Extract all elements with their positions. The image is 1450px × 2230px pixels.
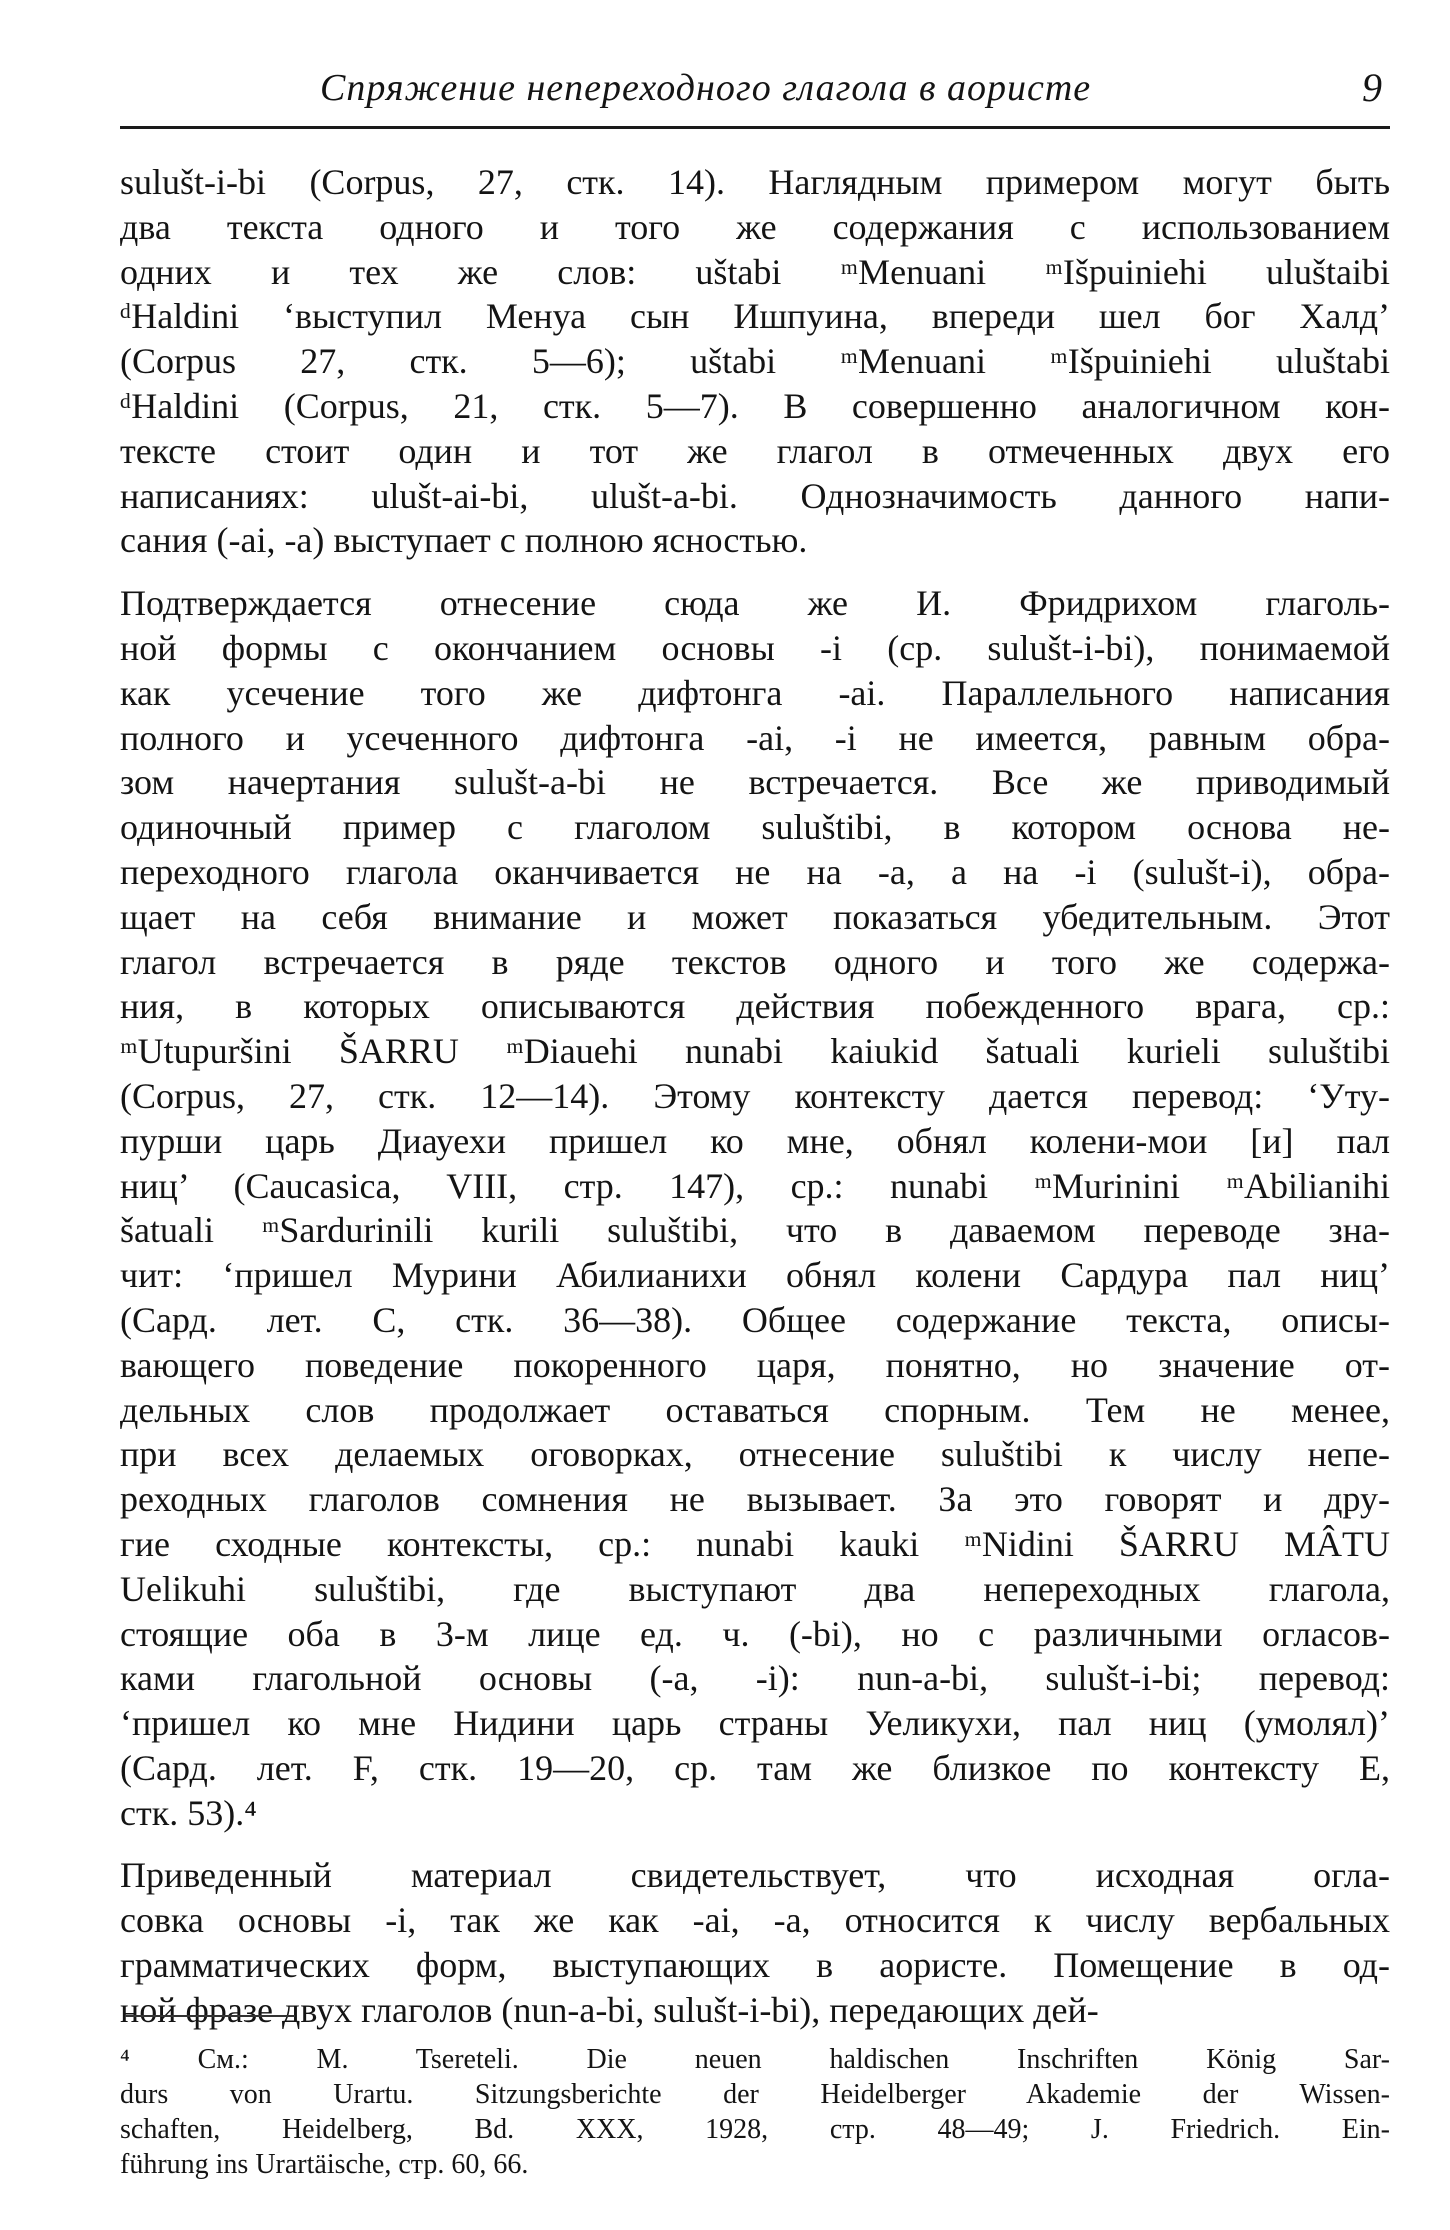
footnote-line: ⁴ См.: M. Tsereteli. Die neuen haldischen Inschriften König Sar- xyxy=(120,2044,1390,2075)
text-line: стоящие оба в 3-м лице ед. ч. (-bi), но с различными огласов- xyxy=(120,1613,1390,1654)
footnote-separator xyxy=(125,2015,295,2017)
text-line: глагол встречается в ряде текстов одного и того же содержа- xyxy=(120,941,1390,982)
text-line: ᵈHaldini (Corpus, 21, стк. 5—7). В совершенно аналогичном кон- xyxy=(120,385,1390,426)
text-line: как усечение того же дифтонга -ai. Параллельного написания xyxy=(120,672,1390,713)
text-line: ния, в которых описываются действия побежденного врага, ср.: xyxy=(120,986,1390,1027)
text-line: одних и тех же слов: uštabi ᵐMenuani ᵐIšpuiniehi uluštaibi xyxy=(120,251,1390,292)
text-line: совка основы -i, так же как -ai, -a, относится к числу вербальных xyxy=(120,1900,1390,1941)
text-line: Подтверждается отнесение сюда же И. Фридрихом глаголь- xyxy=(120,583,1390,624)
text-line: переходного глагола оканчивается не на -a, а на -i (sulušt-i), обра- xyxy=(120,851,1390,892)
text-line: пурши царь Диауехи пришел ко мне, обнял колени-мои [и] пал xyxy=(120,1120,1390,1161)
main-text xyxy=(120,160,1390,2033)
text-line: вающего поведение покоренного царя, понятно, но значение от- xyxy=(120,1344,1390,1385)
text-line: написаниях: ulušt-ai-bi, ulušt-a-bi. Однозначимость данного напи- xyxy=(120,475,1390,516)
text-line: при всех делаемых оговорках, отнесение suluštibi к числу непе- xyxy=(120,1434,1390,1475)
text-line: щает на себя внимание и может показаться убедительным. Этот xyxy=(120,896,1390,937)
footnote xyxy=(120,2042,1390,2182)
running-header xyxy=(120,62,1390,129)
text-line: сания (-ai, -a) выступает с полною ясностью. xyxy=(120,520,808,561)
paragraph-gap xyxy=(120,1835,1390,1853)
text-line: реходных глаголов сомнения не вызывает. За это говорят и дру- xyxy=(120,1479,1390,1520)
paragraph xyxy=(120,160,1390,563)
text-line: чит: ‘пришел Мурини Абилианихи обнял колени Сардура пал ниц’ xyxy=(120,1255,1390,1296)
paragraph xyxy=(120,1853,1390,2032)
text-line: грамматических форм, выступающих в аористе. Помещение в од- xyxy=(120,1945,1390,1986)
text-line: полного и усеченного дифтонга -ai, -i не имеется, равным обра- xyxy=(120,717,1390,758)
text-line: гие сходные контексты, ср.: nunabi kauki ᵐNidini ŠARRU MÂTU xyxy=(120,1523,1390,1564)
text-line: (Corpus, 27, стк. 12—14). Этому контексту дается перевод: ‘Уту- xyxy=(120,1075,1390,1116)
text-line: Uelikuhi suluštibi, где выступают два непереходных глагола, xyxy=(120,1568,1390,1609)
text-line: дельных слов продолжает оставаться спорным. Тем не менее, xyxy=(120,1389,1390,1430)
paragraph-gap xyxy=(120,563,1390,581)
text-line: ᵐUtupuršini ŠARRU ᵐDiauehi nunabi kaiukid šatuali kurieli suluštibi xyxy=(120,1031,1390,1072)
text-line: ной фразе двух глаголов (nun-a-bi, sulušt-i-bi), передающих дей- xyxy=(120,1989,1099,2030)
footnote-line: durs von Urartu. Sitzungsberichte der Heidelberger Akademie der Wissen- xyxy=(120,2079,1390,2110)
running-title: Спряжение непереходного глагола в аористе xyxy=(320,67,1092,109)
page-number: 9 xyxy=(1362,65,1382,110)
text-line: ками глагольной основы (-a, -i): nun-a-bi, sulušt-i-bi; перевод: xyxy=(120,1658,1390,1699)
text-line: (Corpus 27, стк. 5—6); uštabi ᵐMenuani ᵐIšpuiniehi uluštabi xyxy=(120,341,1390,382)
text-line: одиночный пример с глаголом suluštibi, в котором основа не- xyxy=(120,807,1390,848)
text-line: зом начертания sulušt-a-bi не встречается. Все же приводимый xyxy=(120,762,1390,803)
text-line: sulušt-i-bi (Corpus, 27, стк. 14). Наглядным примером могут быть xyxy=(120,162,1390,202)
footnote-line: schaften, Heidelberg, Bd. XXX, 1928, стр. 48—49; J. Friedrich. Ein- xyxy=(120,2114,1390,2145)
text-line: тексте стоит один и тот же глагол в отмеченных двух его xyxy=(120,430,1390,471)
text-line: стк. 53).⁴ xyxy=(120,1792,257,1833)
text-line: ной формы с окончанием основы -i (ср. sulušt-i-bi), понимаемой xyxy=(120,627,1390,668)
footnote-line: führung ins Urartäische, стр. 60, 66. xyxy=(120,2149,529,2180)
text-line: šatuali ᵐSardurinili kurili suluštibi, что в даваемом переводе зна- xyxy=(120,1210,1390,1251)
text-line: Приведенный материал свидетельствует, что исходная огла- xyxy=(120,1855,1390,1896)
paragraph xyxy=(120,581,1390,1835)
text-line: (Сард. лет. F, стк. 19—20, ср. там же близкое по контексту E, xyxy=(120,1747,1390,1788)
text-line: ниц’ (Caucasica, VIII, стр. 147), ср.: nunabi ᵐMurinini ᵐAbilianihi xyxy=(120,1165,1390,1206)
text-line: ‘пришел ко мне Нидини царь страны Уеликухи, пал ниц (умолял)’ xyxy=(120,1703,1390,1744)
text-line: (Сард. лет. С, стк. 36—38). Общее содержание текста, описы- xyxy=(120,1299,1390,1340)
text-line: два текста одного и того же содержания с использованием xyxy=(120,206,1390,247)
text-line: ᵈHaldini ‘выступил Менуа сын Ишпуина, впереди шел бог Халд’ xyxy=(120,296,1390,337)
